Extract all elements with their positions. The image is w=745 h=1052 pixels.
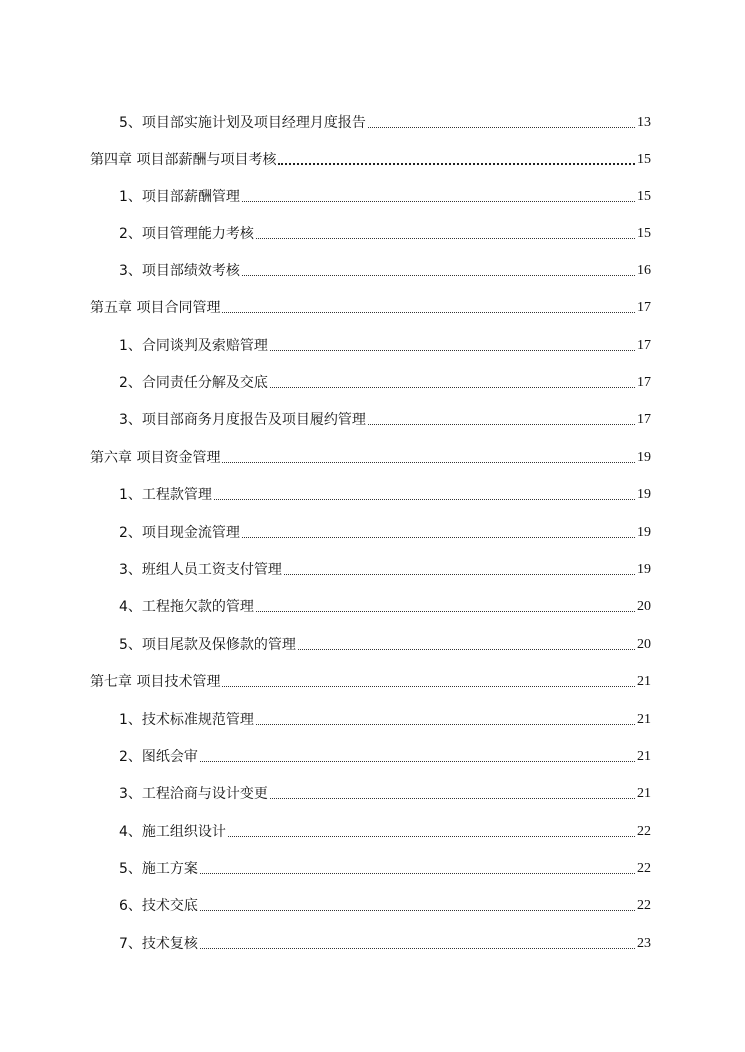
toc-entry[interactable]	[0, 219, 745, 243]
toc-dot-leader	[222, 312, 635, 313]
toc-entry-label: 1、技术标准规范管理	[119, 712, 254, 728]
toc-entry-label: 7、技术复核	[119, 936, 198, 952]
toc-dot-leader	[298, 649, 635, 650]
toc-entry-label: 3、工程洽商与设计变更	[119, 786, 268, 802]
toc-entry[interactable]	[0, 108, 745, 132]
toc-entry[interactable]	[0, 854, 745, 878]
toc-entry[interactable]	[0, 817, 745, 841]
toc-chapter-entry[interactable]	[0, 667, 745, 691]
toc-dot-leader	[222, 686, 635, 687]
toc-dot-leader	[214, 499, 635, 500]
toc-entry[interactable]	[0, 480, 745, 504]
toc-chapter-entry[interactable]	[0, 145, 745, 169]
toc-dot-leader	[270, 350, 635, 351]
toc-dot-leader	[242, 275, 635, 276]
toc-page-number: 19	[637, 562, 651, 577]
toc-page-number: 13	[637, 115, 651, 130]
toc-chapter-label: 第五章 项目合同管理	[90, 300, 221, 316]
toc-page-number: 17	[637, 338, 651, 353]
toc-page-number: 17	[637, 300, 651, 315]
toc-page-number: 19	[637, 450, 651, 465]
toc-page-number: 15	[637, 152, 651, 167]
toc-entry-label: 2、项目管理能力考核	[119, 226, 254, 242]
toc-page-number: 22	[637, 861, 651, 876]
toc-page-number: 20	[637, 637, 651, 652]
toc-page-number: 22	[637, 824, 651, 839]
toc-entry[interactable]	[0, 182, 745, 206]
toc-page-number: 21	[637, 674, 651, 689]
toc-entry[interactable]	[0, 779, 745, 803]
toc-page-number: 21	[637, 786, 651, 801]
toc-page-number: 21	[637, 749, 651, 764]
toc-entry[interactable]	[0, 592, 745, 616]
toc-page-number: 15	[637, 189, 651, 204]
toc-entry[interactable]	[0, 331, 745, 355]
toc-entry-label: 2、图纸会审	[119, 749, 198, 765]
toc-dot-leader	[256, 238, 635, 239]
toc-entry-label: 1、合同谈判及索赔管理	[119, 338, 268, 354]
toc-entry[interactable]	[0, 256, 745, 280]
toc-entry-label: 5、项目尾款及保修款的管理	[119, 637, 296, 653]
toc-entry-label: 3、班组人员工资支付管理	[119, 562, 282, 578]
toc-chapter-entry[interactable]	[0, 293, 745, 317]
toc-dot-leader	[278, 163, 635, 165]
toc-entry[interactable]	[0, 555, 745, 579]
toc-entry-label: 1、工程款管理	[119, 487, 212, 503]
toc-chapter-label: 第六章 项目资金管理	[90, 450, 221, 466]
toc-entry[interactable]	[0, 705, 745, 729]
toc-page-number: 21	[637, 712, 651, 727]
toc-entry-label: 5、项目部实施计划及项目经理月度报告	[119, 115, 366, 131]
toc-chapter-entry[interactable]	[0, 443, 745, 467]
toc-entry[interactable]	[0, 742, 745, 766]
toc-entry-label: 5、施工方案	[119, 861, 198, 877]
toc-page-number: 23	[637, 936, 651, 951]
toc-page-number: 19	[637, 525, 651, 540]
toc-entry-label: 2、项目现金流管理	[119, 525, 240, 541]
toc-dot-leader	[368, 424, 635, 425]
toc-entry-label: 1、项目部薪酬管理	[119, 189, 240, 205]
toc-dot-leader	[256, 724, 635, 725]
toc-page-number: 15	[637, 226, 651, 241]
toc-dot-leader	[270, 798, 635, 799]
toc-dot-leader	[200, 873, 635, 874]
toc-entry[interactable]	[0, 368, 745, 392]
toc-dot-leader	[200, 910, 635, 911]
toc-dot-leader	[270, 387, 635, 388]
toc-dot-leader	[284, 574, 635, 575]
toc-entry-label: 4、工程拖欠款的管理	[119, 599, 254, 615]
toc-entry[interactable]	[0, 518, 745, 542]
toc-dot-leader	[200, 761, 635, 762]
toc-entry[interactable]	[0, 405, 745, 429]
toc-page-number: 17	[637, 412, 651, 427]
toc-chapter-label: 第四章 项目部薪酬与项目考核	[90, 152, 277, 168]
toc-entry[interactable]	[0, 630, 745, 654]
toc-page-number: 20	[637, 599, 651, 614]
toc-page-number: 16	[637, 263, 651, 278]
toc-entry[interactable]	[0, 929, 745, 953]
toc-entry[interactable]	[0, 891, 745, 915]
toc-dot-leader	[222, 462, 635, 463]
toc-dot-leader	[242, 537, 635, 538]
toc-page-number: 19	[637, 487, 651, 502]
toc-dot-leader	[242, 201, 635, 202]
toc-entry-label: 3、项目部商务月度报告及项目履约管理	[119, 412, 366, 428]
toc-entry-label: 6、技术交底	[119, 898, 198, 914]
toc-dot-leader	[200, 948, 635, 949]
toc-dot-leader	[228, 836, 635, 837]
toc-dot-leader	[368, 127, 635, 128]
toc-entry-label: 2、合同责任分解及交底	[119, 375, 268, 391]
toc-entry-label: 3、项目部绩效考核	[119, 263, 240, 279]
toc-chapter-label: 第七章 项目技术管理	[90, 674, 221, 690]
toc-page-number: 17	[637, 375, 651, 390]
toc-entry-label: 4、施工组织设计	[119, 824, 226, 840]
toc-dot-leader	[256, 611, 635, 612]
toc-page-number: 22	[637, 898, 651, 913]
